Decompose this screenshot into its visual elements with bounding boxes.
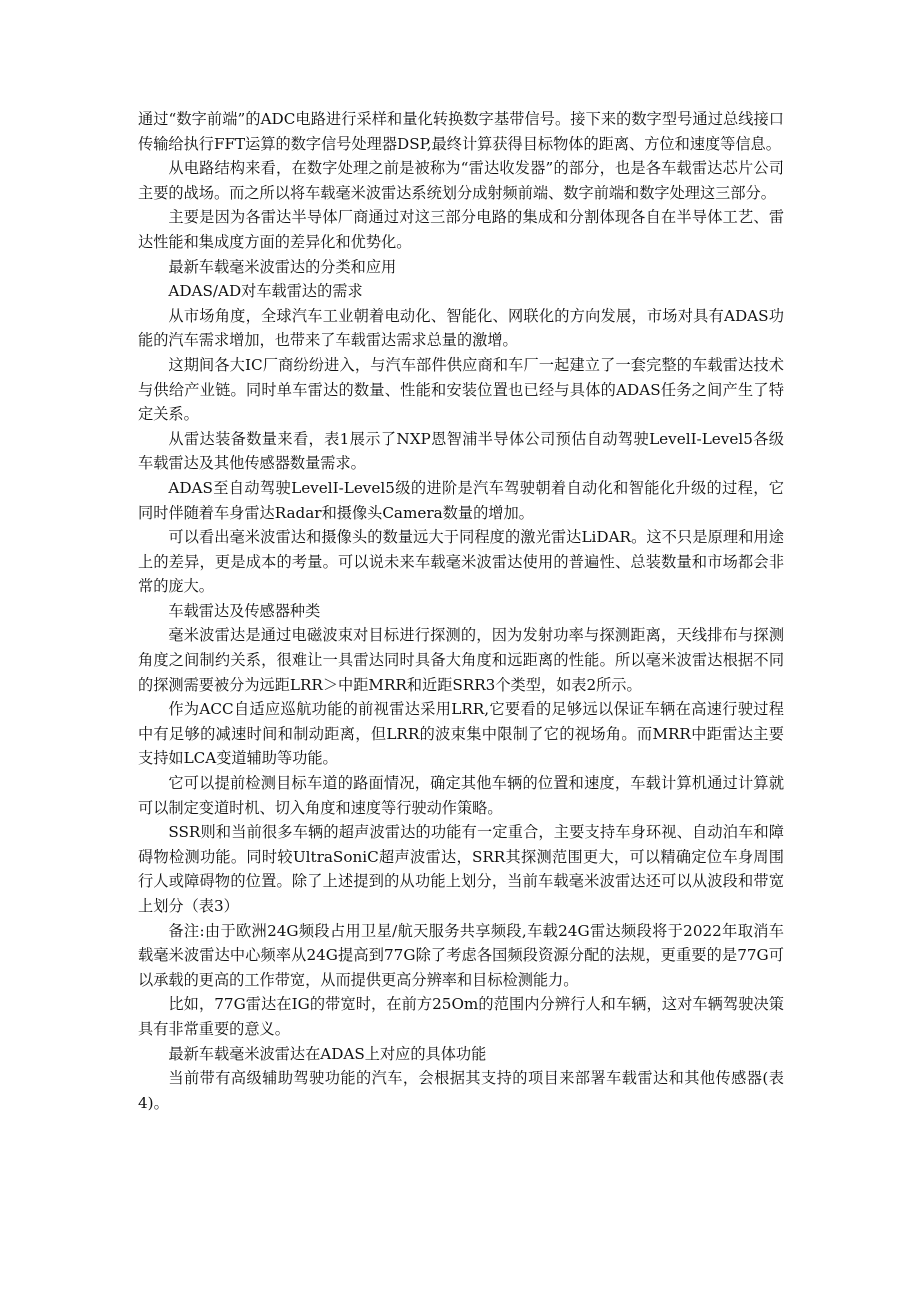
paragraph-10: 可以看出毫米波雷达和摄像头的数量远大于同程度的激光雷达LiDAR。这不只是原理和用途上的差异，更是成本的考量。可以说未来车载毫米波雷达使用的普遍性、总装数量和市场都会非常的庞大。 bbox=[138, 528, 784, 596]
paragraph-9: ADAS至自动驾驶LevelI-Level5级的进阶是汽车驾驶朝着自动化和智能化升级的过程，它同时伴随着车身雷达Radar和摄像头Camera数量的增加。 bbox=[138, 478, 784, 522]
paragraph-13: 作为ACC自适应巡航功能的前视雷达采用LRR,它要看的足够远以保证车辆在高速行驶过程中有足够的减速时间和制动距离，但LRR的波束集中限制了它的视场角。而MRR中距雷达主要支持如LCA变道辅助等功能。 bbox=[138, 700, 784, 768]
section-heading-classification: 最新车载毫米波雷达的分类和应用 bbox=[168, 257, 397, 276]
paragraph-2: 从电路结构来看，在数字处理之前是被称为“雷达收发器”的部分，也是各车载雷达芯片公司主要的战场。而之所以将车载毫米波雷达系统划分成射频前端、数字前端和数字处理这三部分。 bbox=[138, 159, 784, 202]
paragraph-12: 毫米波雷达是通过电磁波束对目标进行探测的，因为发射功率与探测距离，天线排布与探测角度之间制约关系，很难让一具雷达同时具备大角度和远距离的性能。所以毫米波雷达根据不同的探测需要被分为远距LRR＞中距MRR和近距SRR3个类型，如表2所示。 bbox=[138, 626, 784, 694]
paragraph-17: 比如，77G雷达在IG的带宽时，在前方25Om的范围内分辨行人和车辆，这对车辆驾驶决策具有非常重要的意义。 bbox=[138, 995, 784, 1038]
paragraph-1: 通过“数字前端”的ADC电路进行采样和量化转换数字基带信号。接下来的数字型号通过总线接口传输给执行FFT运算的数字信号处理器DSP,最终计算获得目标物体的距离、方位和速度等信息。 bbox=[138, 110, 784, 153]
paragraph-16: 备注:由于欧洲24G频段占用卫星/航天服务共享频段,车载24G雷达频段将于2022年取消车载毫米波雷达中心频率从24G提高到77G除了考虑各国频段资源分配的法规，更重要的是77G可以承载的更高的工作带宽，从而提供更高分辨率和目标检测能力。 bbox=[138, 921, 784, 989]
section-heading-adas-functions: 最新车载毫米波雷达在ADAS上对应的具体功能 bbox=[168, 1044, 487, 1063]
document-body bbox=[138, 107, 784, 1115]
paragraph-15: SSR则和当前很多车辆的超声波雷达的功能有一定重合，主要支持车身环视、自动泊车和障碍物检测功能。同时较UltraSoniC超声波雷达，SRR其探测范围更大，可以精确定位车身周围行人或障碍物的位置。除了上述提到的从功能上划分，当前车载毫米波雷达还可以从波段和带宽上划分（表3） bbox=[138, 823, 784, 915]
paragraph-3: 主要是因为各雷达半导体厂商通过对这三部分电路的集成和分割体现各自在半导体工艺、雷达性能和集成度方面的差异化和优势化。 bbox=[138, 208, 784, 251]
paragraph-7: 这期间各大IC厂商纷纷进入，与汽车部件供应商和车厂一起建立了一套完整的车载雷达技术与供给产业链。同时单车雷达的数量、性能和安装位置也已经与具体的ADAS任务之间产生了特定关系。 bbox=[138, 355, 784, 424]
paragraph-8: 从雷达装备数量来看，表1展示了NXP恩智浦半导体公司预估自动驾驶LevelI-Level5各级车载雷达及其他传感器数量需求。 bbox=[138, 429, 784, 473]
paragraph-19: 当前带有高级辅助驾驶功能的汽车，会根据其支持的项目来部署车载雷达和其他传感器(表4)。 bbox=[138, 1069, 784, 1112]
paragraph-6: 从市场角度，全球汽车工业朝着电动化、智能化、网联化的方向发展，市场对具有ADAS功能的汽车需求增加，也带来了车载雷达需求总量的激增。 bbox=[138, 306, 784, 350]
paragraph-14: 它可以提前检测目标车道的路面情况，确定其他车辆的位置和速度，车载计算机通过计算就可以制定变道时机、切入角度和速度等行驶动作策略。 bbox=[138, 774, 784, 817]
section-heading-adas-demand: ADAS/AD对车载雷达的需求 bbox=[168, 282, 363, 301]
section-heading-sensor-types: 车载雷达及传感器种类 bbox=[168, 601, 321, 620]
